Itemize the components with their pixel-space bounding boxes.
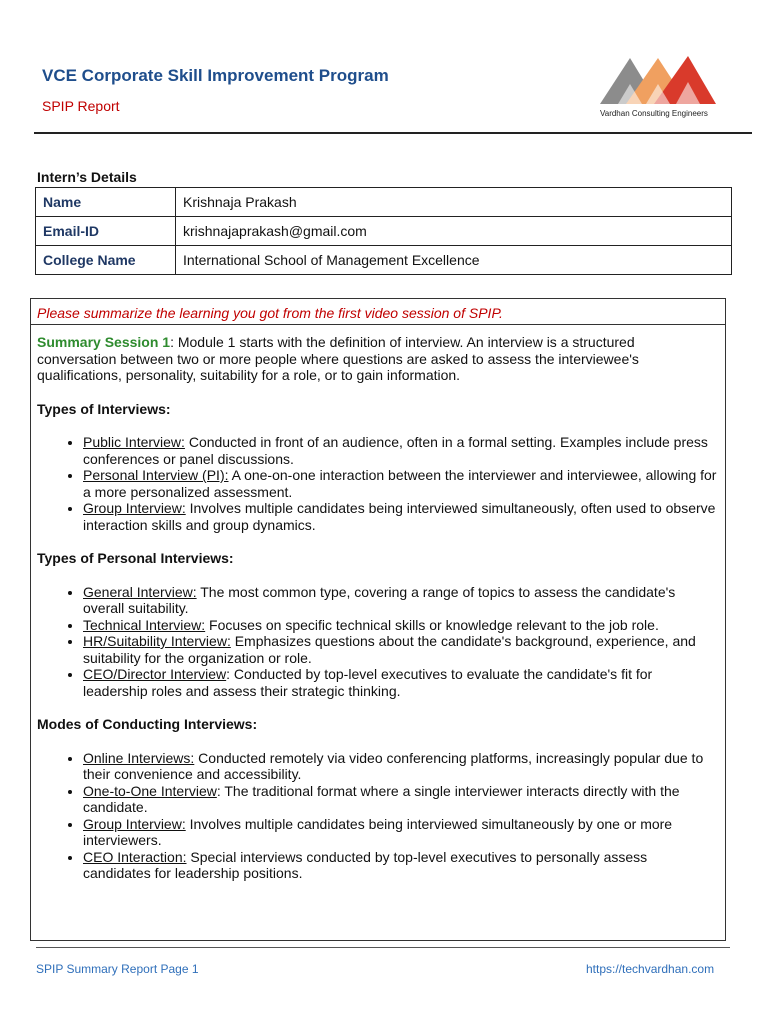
list-item	[83, 666, 717, 699]
intro-text: : Module 1 starts with the definition of interview. An interview is a structured conversation between two or more people where questions are asked to assess the interviewee's qualifications, personality, suitability for a role, or to gain information.	[37, 334, 639, 383]
list-item-desc: Focuses on specific technical skills or knowledge relevant to the job role.	[205, 616, 659, 633]
list-item	[83, 849, 717, 882]
table-row	[36, 188, 732, 217]
list-item-desc: A one-on-one interaction between the interviewer and interviewee, allowing for a more personalized assessment.	[83, 467, 717, 500]
list-item-term: HR/Suitability Interview:	[83, 633, 231, 649]
list-item-desc: Conducted remotely via video conferencing platforms, increasingly popular due to their convenience and accessibility.	[83, 749, 704, 782]
table-row	[36, 217, 732, 246]
summary-prompt: Please summarize the learning you got from the first video session of SPIP.	[31, 299, 725, 325]
summary-intro	[37, 334, 717, 384]
bullet-list	[37, 750, 717, 882]
footer-page-label: SPIP Summary Report Page 1	[36, 962, 199, 976]
list-item	[83, 750, 717, 783]
logo-caption: Vardhan Consulting Engineers	[600, 109, 708, 118]
intern-details-heading: Intern’s Details	[37, 169, 137, 185]
list-item-term: General Interview:	[83, 583, 197, 600]
list-item-desc: The most common type, covering a range of topics to assess the candidate's overall suitability.	[83, 583, 676, 616]
field-value: International School of Management Excellence	[176, 246, 732, 275]
list-item-term: Group Interview:	[83, 500, 186, 516]
list-item	[83, 434, 717, 467]
bullet-list	[37, 584, 717, 700]
list-item	[83, 783, 717, 816]
list-item-term: CEO/Director Interview	[83, 666, 227, 682]
list-item	[83, 617, 717, 634]
list-item	[83, 467, 717, 500]
list-item-term: One-to-One Interview	[83, 782, 217, 799]
list-item-term: Online Interviews:	[83, 749, 195, 766]
intern-details-table	[35, 187, 732, 275]
field-value: Krishnaja Prakash	[176, 188, 732, 217]
list-item	[83, 816, 717, 849]
section-heading: Modes of Conducting Interviews:	[37, 716, 258, 732]
table-row	[36, 246, 732, 275]
field-value: krishnajaprakash@gmail.com	[176, 217, 732, 246]
footer-website-link[interactable]: https://techvardhan.com	[586, 962, 715, 976]
list-item-desc: Emphasizes questions about the candidate's background, experience, and suitability for the organization or role.	[83, 633, 696, 666]
list-item	[83, 633, 717, 666]
list-item-term: Personal Interview (PI):	[83, 467, 229, 483]
list-item-desc: : Conducted by top-level executives to evaluate the candidate's fit for leadership roles and assess their strategic thinking.	[83, 666, 653, 699]
list-item-term: Group Interview:	[83, 815, 186, 832]
list-item-desc: Conducted in front of an audience, often in a formal setting. Examples include press conferences or panel discussions.	[83, 434, 708, 467]
page-subtitle: SPIP Report	[42, 98, 120, 114]
field-label: Email-ID	[36, 217, 176, 246]
summary-box	[30, 298, 726, 941]
field-label: College Name	[36, 246, 176, 275]
list-item-desc: Special interviews conducted by top-level executives to personally assess candidates for leadership positions.	[83, 848, 648, 881]
list-item-desc: : The traditional format where a single interviewer interacts directly with the candidate.	[83, 782, 680, 815]
list-item-desc: Involves multiple candidates being interviewed simultaneously by one or more interviewers.	[83, 815, 673, 848]
section-heading: Types of Personal Interviews:	[37, 550, 234, 566]
footer-divider	[36, 947, 730, 948]
session-label: Summary Session 1	[37, 334, 171, 350]
list-item	[83, 500, 717, 533]
list-item-term: Technical Interview:	[83, 616, 206, 633]
field-label: Name	[36, 188, 176, 217]
section-heading: Types of Interviews:	[37, 400, 171, 417]
page-title: VCE Corporate Skill Improvement Program	[42, 66, 389, 85]
list-item-term: Public Interview:	[83, 434, 185, 450]
list-item-term: CEO Interaction:	[83, 848, 187, 865]
list-item	[83, 584, 717, 617]
summary-body	[31, 325, 725, 882]
list-item-desc: Involves multiple candidates being interviewed simultaneously, often used to observe interaction skills and group dynamics.	[83, 500, 716, 533]
header-divider	[34, 132, 752, 134]
report-header	[0, 0, 768, 134]
bullet-list	[37, 434, 717, 533]
